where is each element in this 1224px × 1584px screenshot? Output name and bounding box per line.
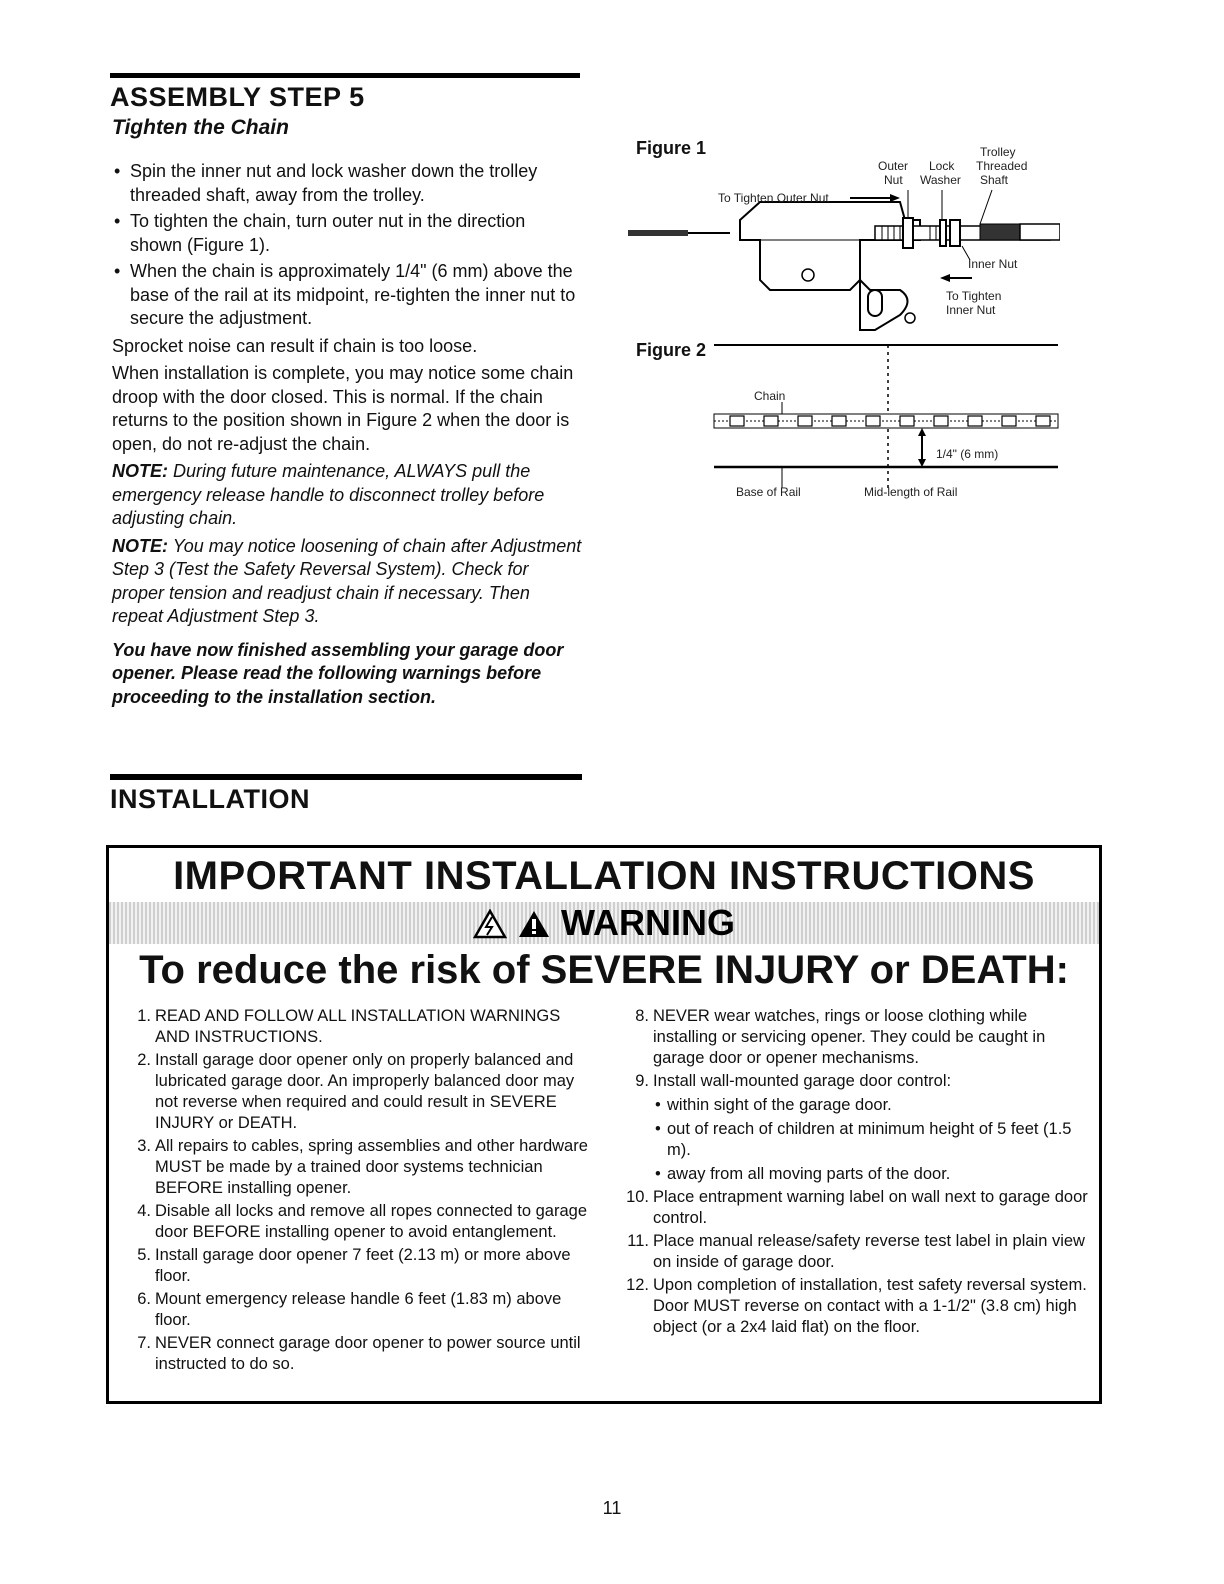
assembly-bullet-list xyxy=(112,160,582,331)
installation-rule xyxy=(110,774,582,780)
base-of-rail-label: Base of Rail xyxy=(736,485,801,499)
important-instructions-box xyxy=(106,845,1102,1404)
to-tighten-label: To Tighten xyxy=(946,289,1002,303)
outer-nut-icon xyxy=(903,218,913,248)
tighten-outer-label: To Tighten Outer Nut xyxy=(718,191,829,205)
list-item: 2. Install garage door opener only on properly balanced and lubricated garage door. An improperly balanced door may not reverse when required and could result in SEVERE INJURY or DEATH. xyxy=(137,1051,575,1132)
reduce-risk-title: To reduce the risk of SEVERE INJURY or DEATH: xyxy=(139,948,1069,992)
shock-hazard-icon xyxy=(473,909,507,939)
inner-nut-label: Inner Nut xyxy=(968,257,1018,271)
assembly-step-subheading: Tighten the Chain xyxy=(112,116,289,139)
outer-label: Outer xyxy=(878,159,909,173)
figure-1-title: Figure 1 xyxy=(636,138,707,158)
note-text: You may notice loosening of chain after Adjustment Step 3 (Test the Safety Reversal System). Check for proper tension and readjust chain if necessary. Then repeat Adjustment Step 3. xyxy=(112,535,582,626)
inner-nut-icon xyxy=(950,220,960,246)
list-item: 3. All repairs to cables, spring assemblies and other hardware MUST be made by a trained door systems technician BEFORE installing opener. xyxy=(137,1137,588,1197)
figure-2-chain-diagram xyxy=(700,340,1070,510)
figure-2-title: Figure 2 xyxy=(636,340,707,360)
top-rule xyxy=(110,73,580,78)
lock-label: Lock xyxy=(929,159,955,173)
warnings-right-column xyxy=(619,1006,1089,1340)
chain-label: Chain xyxy=(754,389,786,403)
warnings-left-column xyxy=(121,1006,591,1377)
warning-label xyxy=(109,902,1099,944)
list-item: 1. READ AND FOLLOW ALL INSTALLATION WARNINGS AND INSTRUCTIONS. xyxy=(137,1007,561,1046)
list-item: 11. Place manual release/safety reverse test label in plain view on inside of garage door. xyxy=(627,1232,1085,1271)
chain-icon xyxy=(714,414,1058,428)
list-item: • To tighten the chain, turn outer nut in the direction shown (Figure 1). xyxy=(112,210,582,257)
warning-band xyxy=(109,902,1099,944)
maintenance-note xyxy=(112,460,582,531)
trolley-icon xyxy=(740,202,920,290)
list-item: 7. NEVER connect garage door opener to power source until instructed to do so. xyxy=(137,1334,581,1373)
list-item: • When the chain is approximately 1/4" (6 mm) above the base of the rail at its midpoint, re-tighten the inner nut to secure the adjustment. xyxy=(112,260,582,331)
trolley-label: Trolley xyxy=(980,145,1016,159)
loosening-note xyxy=(112,535,582,629)
list-item: • within sight of the garage door. xyxy=(653,1095,1089,1116)
note-label: NOTE: xyxy=(112,461,168,481)
cable-icon xyxy=(628,230,688,236)
warning-triangle-icon xyxy=(517,909,551,939)
list-item: • away from all moving parts of the door. xyxy=(653,1164,1089,1185)
list-item: • Spin the inner nut and lock washer down the trolley threaded shaft, away from the trolley. xyxy=(112,160,582,207)
sprocket-noise-text: Sprocket noise can result if chain is too loose. xyxy=(112,335,478,356)
arrow-left-icon xyxy=(940,274,950,282)
warning-text: WARNING xyxy=(561,902,736,943)
arrow-right-icon xyxy=(890,194,900,202)
washer-label: Washer xyxy=(920,173,961,187)
list-item: 12. Upon completion of installation, test safety reversal system. Door MUST reverse on contact with a 1-1/2" (3.8 cm) high object (or a 2x4 laid flat) on the floor. xyxy=(626,1276,1087,1336)
list-item: 5. Install garage door opener 7 feet (2.13 m) or more above floor. xyxy=(137,1246,571,1285)
note-label: NOTE: xyxy=(112,535,168,556)
list-item: 6. Mount emergency release handle 6 feet (1.83 m) above floor. xyxy=(137,1290,562,1329)
inner-nut2-label: Inner Nut xyxy=(946,303,996,317)
list-item: • out of reach of children at minimum height of 5 feet (1.5 m). xyxy=(653,1119,1089,1161)
assembly-instructions xyxy=(112,160,582,709)
list-item: 9. Install wall-mounted garage door control: • within sight of the garage door. • out of reach of children at minimum height of 5 feet (1.5 m). • away from all moving parts of the door. xyxy=(619,1071,1089,1185)
gap-label: 1/4" (6 mm) xyxy=(936,447,999,461)
chain-droop-text: When installation is complete, you may notice some chain droop with the door closed. This is normal. If the chain returns to the position shown in Figure 2 when the door is open, do not re-adjust the chain. xyxy=(112,363,574,454)
important-instructions-title: IMPORTANT INSTALLATION INSTRUCTIONS xyxy=(173,854,1035,898)
assembly-step-heading: ASSEMBLY STEP 5 xyxy=(110,82,365,112)
lock-washer-icon xyxy=(940,220,946,246)
list-item: 10. Place entrapment warning label on wall next to garage door control. xyxy=(626,1188,1088,1227)
finished-assembly-text: You have now finished assembling your garage door opener. Please read the following warnings before proceeding to the installation section. xyxy=(112,639,564,707)
page-number: 11 xyxy=(602,1498,622,1518)
nut-label: Nut xyxy=(884,173,903,187)
figure-1-trolley-diagram xyxy=(620,140,1060,340)
mid-length-label: Mid-length of Rail xyxy=(864,485,958,499)
installation-heading: INSTALLATION xyxy=(110,784,310,814)
threaded-label: Threaded xyxy=(976,159,1028,173)
shaft-label: Shaft xyxy=(980,173,1009,187)
note-text: During future maintenance, ALWAYS pull the emergency release handle to disconnect trolley before adjusting chain. xyxy=(112,461,545,528)
list-item: 8. NEVER wear watches, rings or loose clothing while installing or servicing opener. They could be caught in garage door or opener mechanisms. xyxy=(635,1007,1046,1067)
list-item: 4. Disable all locks and remove all ropes connected to garage door BEFORE installing opener to avoid entanglement. xyxy=(137,1202,587,1241)
